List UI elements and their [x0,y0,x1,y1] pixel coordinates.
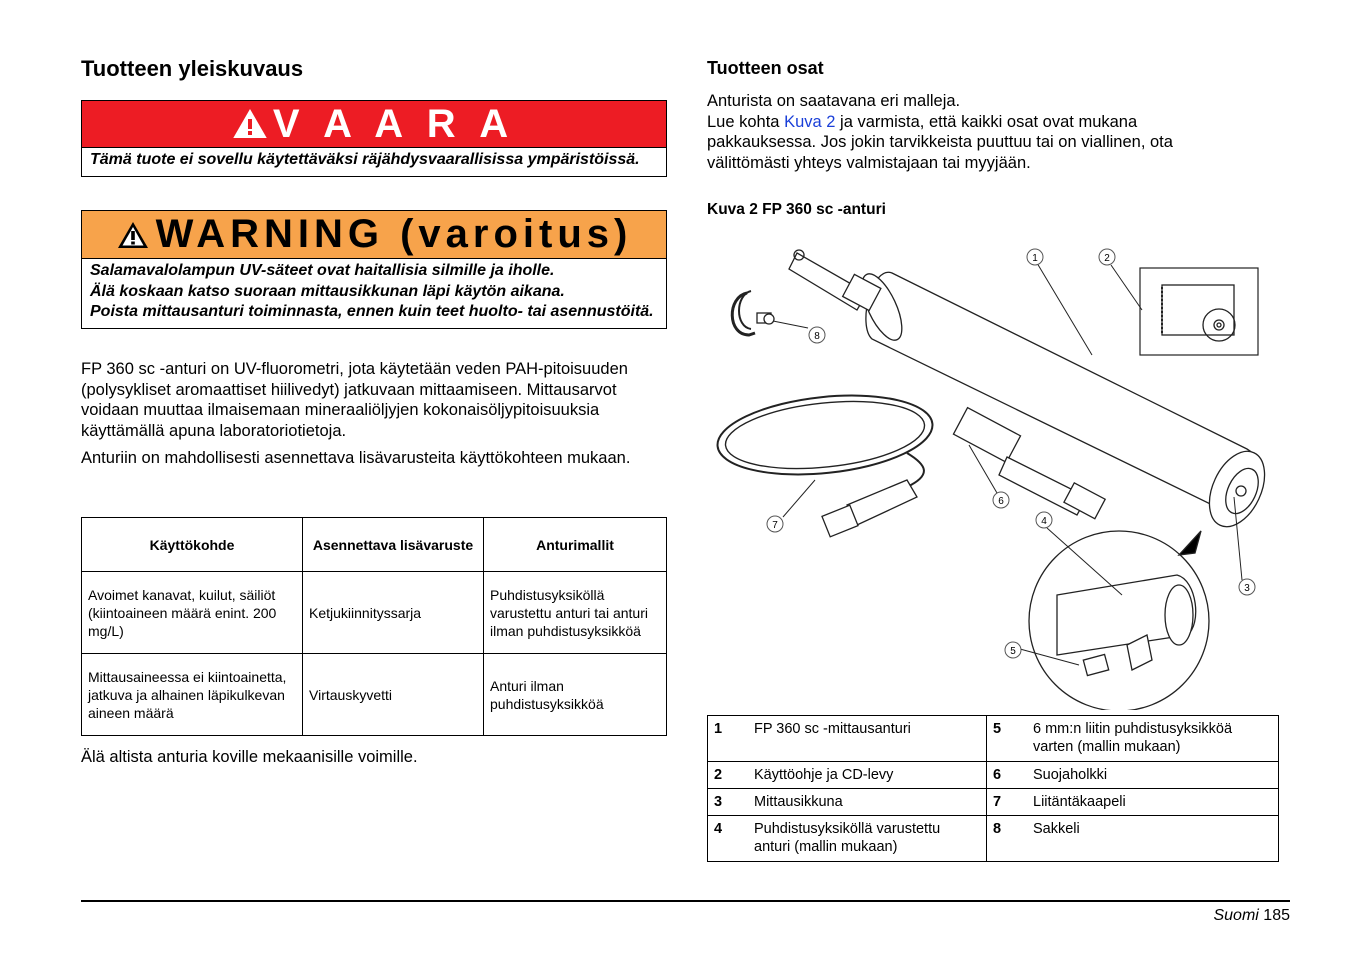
callout-label: 5 [1010,646,1016,657]
protective-sleeve [953,408,1020,463]
callout-5 [1005,642,1021,658]
warning-line: Älä koskaan katso suoraan mittausikkunan läpi käytön aikana. [90,282,565,300]
table-row [708,762,1279,789]
warning-triangle-icon [116,220,150,250]
parts-intro-line: Anturista on saatavana eri malleja. [707,92,961,110]
callout-label: 7 [772,520,778,531]
table-cell: Puhdistusyksiköllä varustettu anturi tai anturi ilman puhdistusyksikköä [484,572,667,654]
part-number: 6 [987,762,1028,789]
part-label: Sakkeli [1027,816,1279,862]
accessory-paragraph: Anturiin on mahdollisesti asennettava lisävarusteita käyttökohteen mukaan. [81,449,631,467]
part-number: 4 [708,816,749,862]
part-label: Käyttöohje ja CD-levy [748,762,987,789]
shackle [732,293,755,335]
callout-2 [1099,249,1115,265]
table-row [708,789,1279,816]
table-header: Asennettava lisävaruste [303,518,484,572]
callout-label: 1 [1032,253,1038,264]
danger-label: V A A R A [272,101,516,146]
callout-label: 4 [1041,516,1047,527]
part-number: 8 [987,816,1028,862]
connection-cable [714,386,937,484]
danger-text: Tämä tuote ei sovellu käytettäväksi räjähdysvaarallisissa ympäristöissä. [90,151,640,168]
part-label: Suojaholkki [1027,762,1279,789]
danger-box [81,100,667,177]
application-table [81,517,667,736]
warning-text [82,259,666,328]
table-cell: Anturi ilman puhdistusyksikköä [484,654,667,736]
warning-line: Poista mittausanturi toiminnasta, ennen kuin teet huolto- tai asennustöitä. [90,303,654,320]
callout-6 [993,492,1009,508]
callout-label: 6 [998,496,1004,507]
part-number: 3 [708,789,749,816]
callout-label: 8 [814,331,820,342]
table-cell: Ketjukiinnityssarja [303,572,484,654]
part-label: 6 mm:n liitin puhdistusyksikköä varten (mallin mukaan) [1027,716,1279,762]
sensor-illustration [707,235,1287,710]
callout-8 [809,327,825,343]
parts-heading: Tuotteen osat [707,58,824,78]
warning-triangle-icon [233,109,267,139]
part-number: 2 [708,762,749,789]
figure-caption: Kuva 2 FP 360 sc -anturi [707,201,886,218]
warning-line: Salamavalolampun UV-säteet ovat haitallisia silmille ja iholle. [90,262,555,279]
intro-text: Lue kohta [707,112,785,131]
table-row [82,654,667,736]
footer-divider [81,900,1290,902]
table-header: Anturimallit [484,518,667,572]
intro-text: ja varmista, että kaikki osat ovat mukana pakkauksessa. Jos jokin tarvikkeista puuttuu tai on viallinen, ota välittömästi yhteys valmistajaan tai myyjään. [707,112,1173,172]
part-number: 1 [708,716,749,762]
page-number: 185 [1263,907,1290,924]
table-row [82,572,667,654]
callout-label: 3 [1244,583,1250,594]
footer-language: Suomi [1213,907,1259,924]
handling-note: Älä altista anturia koville mekaanisille voimille. [81,748,418,766]
page-footer [1213,907,1290,925]
table-row [708,816,1279,862]
callout-1 [1027,249,1043,265]
parts-intro [707,91,1237,173]
warning-label: WARNING (varoitus) [155,212,633,256]
part-label: Mittausikkuna [748,789,987,816]
warning-box [81,210,667,329]
part-label: Liitäntäkaapeli [1027,789,1279,816]
parts-intro-body [707,112,1237,174]
danger-banner [82,101,666,148]
figure-link[interactable]: Kuva 2 [784,112,836,131]
part-label: FP 360 sc -mittausanturi [748,716,987,762]
parts-legend-table [707,715,1279,862]
table-cell: Avoimet kanavat, kuilut, säiliöt (kiintoaineen määrä enint. 200 mg/L) [82,572,303,654]
warning-banner [82,211,666,259]
intro-paragraph: FP 360 sc -anturi on UV-fluorometri, jota käytetään veden PAH-pitoisuuden (polysykliset aromaattiset hiilivedyt) jatkuvaan mittaamiseen. Mittausarvot voidaan muuttaa ilmaisemaan mineraaliöljyjen kokonaisöljypitoisuuksia käyttämällä apuna laboratoriotietoja. [81,360,628,440]
table-cell: Virtauskyvetti [303,654,484,736]
table-header: Käyttökohde [82,518,303,572]
section-heading: Tuotteen yleiskuvaus [81,56,304,81]
callout-7 [767,516,783,532]
callout-label: 2 [1104,253,1110,264]
table-cell: Mittausaineessa ei kiintoainetta, jatkuva ja alhainen läpikulkevan aineen määrä [82,654,303,736]
table-row [708,716,1279,762]
part-number: 7 [987,789,1028,816]
callout-4 [1036,512,1052,528]
part-label: Puhdistusyksiköllä varustettu anturi (mallin mukaan) [748,816,987,862]
part-number: 5 [987,716,1028,762]
callout-3 [1239,579,1255,595]
